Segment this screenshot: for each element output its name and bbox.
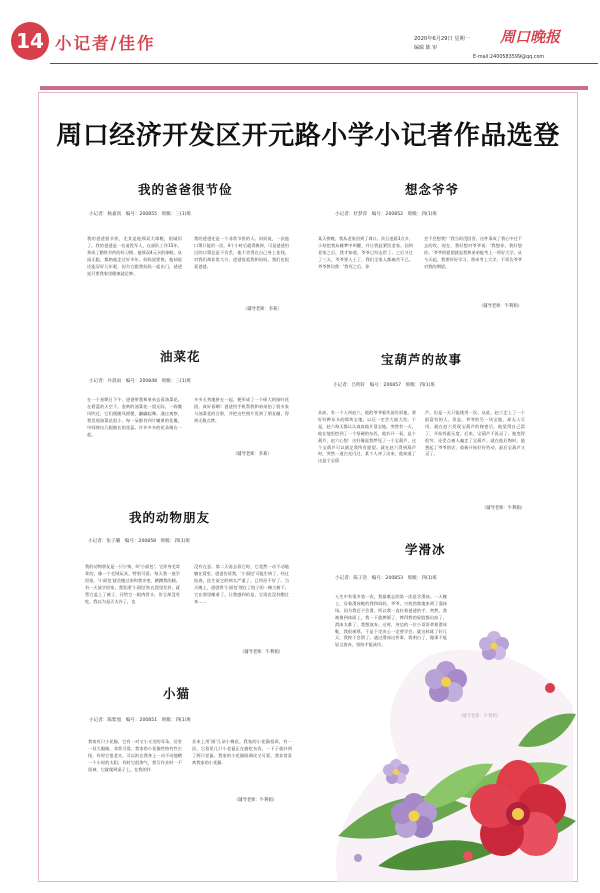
article-column: 在一个星期日下午，爸爸带我和弟弟去看油菜花。在碧蓝的天空下，金黄的油菜花一望无际，一阵微风吹过，它们便随风摇摆，翩翩起舞。通过观察，我发现油菜花很小，每一朵都有四片嫩黄的花瓣，中间伸出几根细长的花蕊。许许多多的花朵聚在一起， <box>87 397 182 437</box>
masthead <box>0 0 600 82</box>
article-title: 油菜花 <box>160 349 201 364</box>
article-byline: 小记者：陈子浩 编号：200853 班级：四(1)班 <box>335 576 438 581</box>
article-title: 小猫 <box>163 686 191 701</box>
article-column: 业本上用'画'几朵小梅花。我家的小花猫很乖，有一次，它看见几只小老鼠正在偷吃东西，一下子就扑到了两只老鼠。我家的小花猫既调皮又可爱，我非常喜欢我家的小花猫。 <box>192 739 292 765</box>
article-column: 我的爸爸还是一个非常节俭的人。妈妈说，一次他口罩只能用一次，4个小时后就得换掉，可是爸爸用过的口罩总是不肯丢，他不舍得在自己身上花钱，对我们却非常大方。爸爸很爱我和妈妈，我们也很爱爸爸。 <box>194 236 289 269</box>
article-column: 从前，有一个人叫赵六，他的爷爷临死前告诉他，要好好种东头的那块宝地，以后一定会大福大贵。于是，赵六每天都认认真真地开垦宝地，突然有一天，他在地里挖到了一个坚硬的东西，他扒开一看，是个葫芦，赵六心想：这好像是我梦见了一个宝葫芦，这个宝葫芦可以满足我所有愿望。就在赵六得到葫芦时，突然一道白光闪过，某个人冲了出来，他知道了这是个宝葫 <box>318 410 416 464</box>
headline: 周口经济开发区开元路小学小记者作品选登 <box>56 121 560 151</box>
masthead-editor: 编辑 陈 审 <box>414 45 438 51</box>
article-title: 我的动物朋友 <box>129 510 211 525</box>
article-column: 芦，但是一天只能使用一次。从此，赵六走上了一个很富有的人。但是，爷爷的另一块宝地，却无人可用。就在赵六发现宝葫芦的秘密后，他觉得自己富了，开始挥霍无度。后来，宝葫芦不再灵了。他变得很穷，还差点被人骗走了宝葫芦。就在他后悔时，他想起了爷爷的话，重新开始好好劳动，最后宝葫芦又灵了。 <box>425 410 525 457</box>
article-title: 我的爸爸很节俭 <box>138 182 233 197</box>
article-teacher: （辅导老师：牛利娟） <box>240 650 283 655</box>
article-column: 没有在意。第二天再去看它时，它竟然一动不动地躺在窝里，爸爸告诉我，'小面包'可能生病了，经过检查，医生说它的病太严重了，已经治不好了。当天晚上，爸爸将'小面包'埋在了院子的一棵大树下，它在那里睡着了。让我感到的是，它再也没有醒过来…… <box>194 564 289 604</box>
purple-flower <box>479 631 509 660</box>
page-number: 14 <box>16 29 44 53</box>
page-number-badge <box>11 22 49 60</box>
article-column: 人生中有很多第一次，我最难忘的第一次是学滑冰。一天晚上，穿着滑冰鞋的我和妈妈、爷爷，兴致勃勃地来到了溜冰场。因为我还不会滑，所以我一直拉着爸爸的手，突然，我被推到冰面上，我一下就摔倒了，摔得我的屁股都出血了。滑冰太难了，我想放弃。这时，身边的一位小哥哥拿着滑冰鞋，我很羡慕，于是下定决心一定要学会。就这样练了好几天，我终于会滑了。通过滑冰这件事，我明白了，做事不能轻言放弃，坚持才能成功。 <box>335 594 447 648</box>
article-title: 宝葫芦的故事 <box>381 352 463 367</box>
masthead-rule <box>50 63 598 64</box>
article-byline: 小记者：陈紫旭 编号：200851 班级：四(1)班 <box>89 718 192 723</box>
article-teacher: （辅导老师：牛利娟） <box>234 798 277 803</box>
article-column: 我的动物朋友是一只小狗，叫'小面包'。它浑身毛茸茸的，像一个毛绒玩具，特别可爱。每天我一放学回家，'小面包'就会跑过来和我亲密，蹭蹭我的腿。有一天放学回家，我发现'小面包'趴在窝里发抖，就帮它盖上了被子，还给它一根肉骨头，但它却没有吃。我以为是天太冷了，也 <box>85 564 180 604</box>
article-column: 某天傍晚，我从老家回到了周口。次日凌晨3点多，小姑把我从睡梦中叫醒，并让我赶紧回老家。回到老家之后，我才知道，爷爷已经去世了。之后又过了三天，爷爷要入土了，我们全家人都痛苦不已。爷爷曾问我：'我死之后，你 <box>318 236 413 269</box>
article-byline: 小记者：杨嘉真 编号：200855 班级：三(1)班 <box>89 212 192 217</box>
article-column: 多多天秀地挤在一起，便形成了一个硕大的绿叶花团，真好看啊！爸爸用手机帮我和弟弟拍了很多张与油菜花的合影，并把这些照片发到了朋友圈，得到无数点赞。 <box>194 397 289 423</box>
section-title: 小记者/佳作 <box>55 34 156 53</box>
article-byline: 小记者：吕明轩 编号：200857 班级：四(1)班 <box>333 383 436 388</box>
article-byline: 小记者：张子璐 编号：200858 班级：四(1)班 <box>88 539 191 544</box>
newspaper-logo: 周口晚报 <box>500 28 561 46</box>
article-teacher: （辅导老师：牛利娟） <box>479 304 522 309</box>
article-byline: 小记者：杜梦萍 编号：200852 班级：四(1)班 <box>335 212 438 217</box>
article-teacher: （辅导老师：牛利娟） <box>482 506 525 511</box>
article-teacher: （辅导老师：李莉） <box>233 452 272 457</box>
masthead-email: E-mail:2400583599@qq.com <box>473 54 545 60</box>
article-column: 我家有只小花猫，它有一对又小又尖的耳朵，还有一双大眼睛，非常可爱。我家的小花猫性格有些古怪，有时它很老实，可以趴在我身上一动不动地晒一个小时的太阳；有时它很淘气，我写作业时一不留神，它就爬到桌子上，在我的作 <box>88 739 182 772</box>
article-teacher: （辅导老师：李莉） <box>243 307 282 312</box>
article-column: 我的爸爸很节俭，尤其是他那双大球鞋，很破旧了。我的爸爸是一名退役军人，在部队工作15年，养成了勤俭节约的好习惯。他那双4元买的球鞋，从雨无阻，都陪他走过好多年。妈妈说要换，他却说还能穿好几年呢，因为它跟我妈妈一起出门，爸爸说只要我家里健康就足够。 <box>87 236 182 276</box>
article-byline: 小记者：丹晨雨 编号：200848 班级：三(1)班 <box>89 379 192 384</box>
article-title: 学滑冰 <box>405 542 446 557</box>
masthead-date: 2020年6月29日 星期一 <box>414 36 470 42</box>
article-title: 想念爷爷 <box>405 182 460 197</box>
floral-illustration <box>318 596 578 882</box>
article-column: 会不会想我？'我当时没回答，这件事成了我心中过不去的坎。现在，我好想对爷爷说：'我想你，我好想你。'爷爷的愿望就是我和弟弟能考上一所好大学。从今天起，我要好好学习，将来考上大学，不辜负爷爷对我的期望。 <box>424 236 522 269</box>
page-content-rule <box>40 86 588 90</box>
